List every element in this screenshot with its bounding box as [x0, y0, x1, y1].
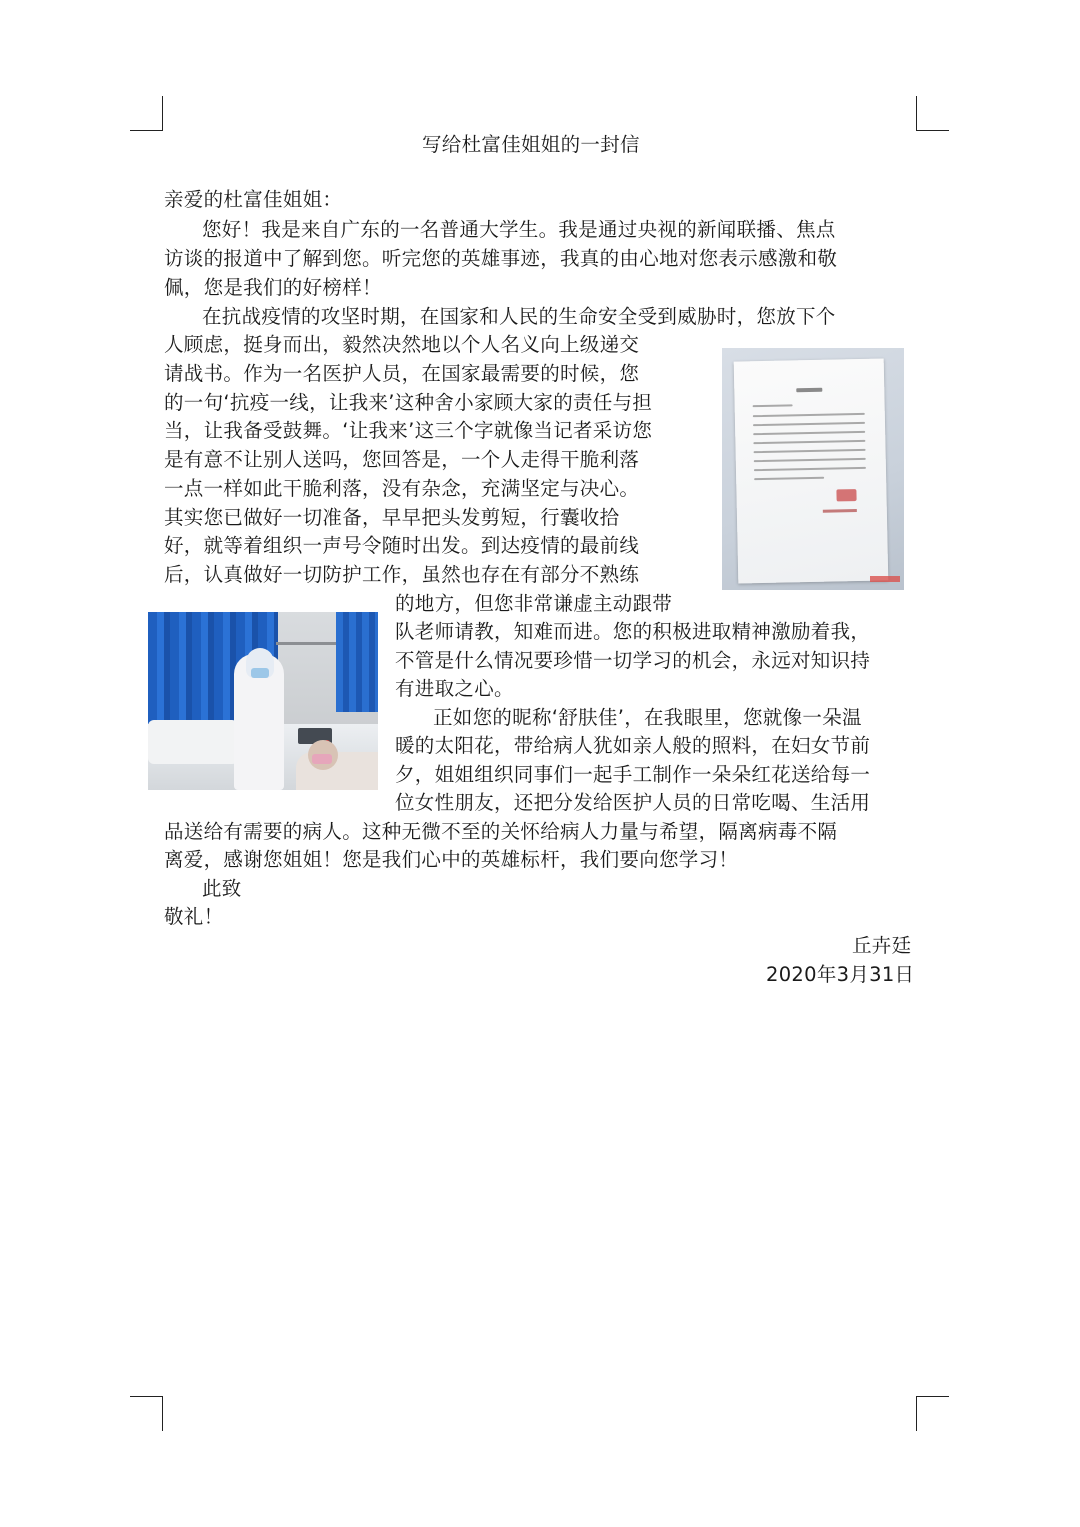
paragraph-line: 离爱，感谢您姐姐！您是我们心中的英雄标杆，我们要向您学习！	[164, 848, 739, 871]
blue-curtain	[336, 612, 378, 712]
paragraph-line: 的一句‘抗疫一线，让我来’这种舍小家顾大家的责任与担	[164, 391, 653, 414]
letter-paper-line	[754, 467, 866, 471]
paragraph-line: 后，认真做好一切防护工作，虽然也存在有部分不熟练	[164, 563, 640, 586]
paragraph-line: 正如您的昵称‘舒肤佳’，在我眼里，您就像一朵温	[433, 706, 862, 729]
patient-mask	[312, 754, 332, 764]
handwritten-signature-mark	[823, 509, 857, 513]
crop-mark-bottom-left	[130, 1396, 163, 1431]
paragraph-line: 好，就等着组织一声号令随时出发。到达疫情的最前线	[164, 534, 640, 557]
paragraph-line: 夕，姐姐组织同事们一起手工制作一朵朵红花送给每一	[395, 763, 871, 786]
paragraph-line: 品送给有需要的病人。这种无微不至的关怀给病人力量与希望，隔离病毒不隔	[164, 820, 838, 843]
paragraph-line: 当，让我备受鼓舞。‘让我来’这三个字就像当记者采访您	[164, 419, 653, 442]
paragraph-line: 暖的太阳花，带给病人犹如亲人般的照料，在妇女节前	[395, 734, 871, 757]
paragraph-line: 队老师请教，知难而进。您的积极进取精神激励着我，	[395, 620, 871, 643]
letter-paper-heading	[796, 388, 822, 393]
letter-paper-line	[753, 422, 865, 426]
paragraph-line: 访谈的报道中了解到您。听完您的英雄事迹，我真的由心地对您表示感激和敬	[164, 247, 838, 270]
paragraph-line: 您好！我是来自广东的一名普通大学生。我是通过央视的新闻联播、焦点	[202, 218, 836, 241]
letter-paper-line	[753, 413, 865, 417]
letter-paper-line	[754, 458, 866, 462]
letter-paper-line	[753, 440, 865, 444]
letter-paper-line	[754, 449, 866, 453]
paragraph-line: 有进取之心。	[395, 677, 514, 700]
crop-mark-top-left	[130, 96, 163, 131]
paragraph-line: 佩，您是我们的好榜样！	[164, 276, 382, 299]
letter-paper-line	[753, 431, 865, 435]
letter-paper-line	[754, 477, 824, 480]
letter-title: 写给杜富佳姐姐的一封信	[422, 133, 640, 156]
closing-salute: 敬礼！	[164, 905, 224, 928]
iv-rail	[276, 642, 336, 645]
paragraph-line: 位女性朋友，还把分发给医护人员的日常吃喝、生活用	[395, 791, 871, 814]
letter-paper-line	[753, 404, 793, 407]
letter-photo	[722, 348, 904, 590]
closing-phrase: 此致	[202, 877, 242, 900]
crop-mark-top-right	[916, 96, 949, 131]
paragraph-line: 请战书。作为一名医护人员，在国家最需要的时候，您	[164, 362, 640, 385]
red-seal-mark	[836, 489, 856, 501]
hospital-photo	[148, 612, 378, 790]
signature: 丘卉廷	[852, 934, 912, 957]
paragraph-line: 的地方，但您非常谦虚主动跟带	[395, 592, 673, 615]
paragraph-line: 其实您已做好一切准备，早早把头发剪短，行囊收拾	[164, 506, 620, 529]
watermark-mark	[870, 576, 900, 582]
paragraph-line: 一点一样如此干脆利落，没有杂念，充满坚定与决心。	[164, 477, 640, 500]
paragraph-line: 在抗战疫情的攻坚时期，在国家和人民的生命安全受到威胁时，您放下个	[202, 305, 836, 328]
nurse-mask	[251, 668, 269, 678]
letter-paper	[734, 358, 889, 583]
paragraph-line: 不管是什么情况要珍惜一切学习的机会，永远对知识持	[395, 649, 871, 672]
crop-mark-bottom-right	[916, 1396, 949, 1431]
salutation: 亲爱的杜富佳姐姐：	[164, 188, 343, 211]
bed-blanket	[148, 720, 238, 764]
paragraph-line: 人顾虑，挺身而出，毅然决然地以个人名义向上级递交	[164, 333, 640, 356]
paragraph-line: 是有意不让别人送吗，您回答是，一个人走得干脆利落	[164, 448, 640, 471]
letter-date: 2020年3月31日	[766, 963, 915, 986]
